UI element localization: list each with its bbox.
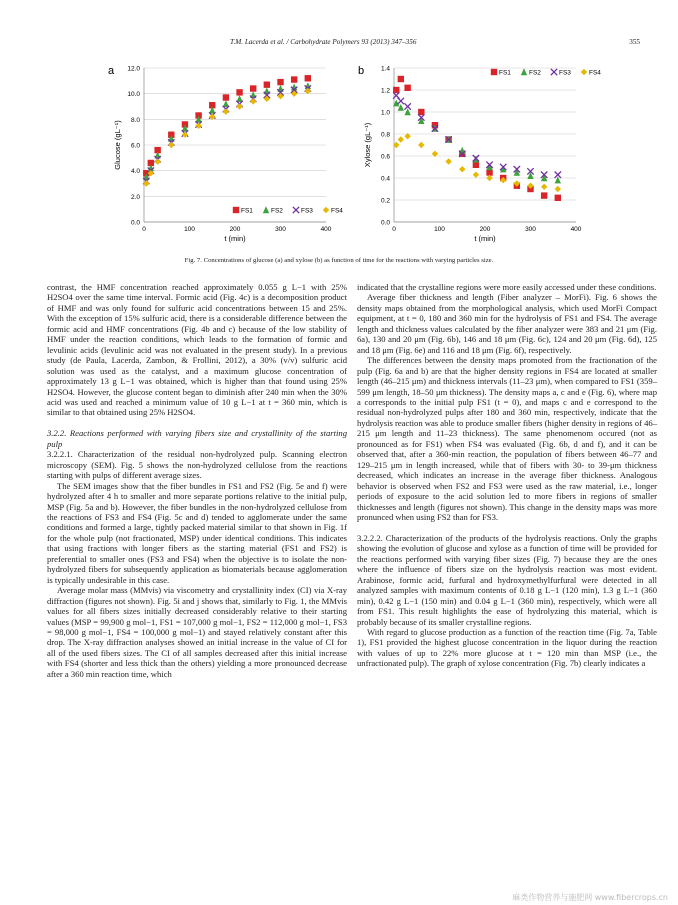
- data-point-fs1: [398, 76, 404, 82]
- y-tick-label: 2.0: [130, 193, 140, 201]
- paragraph: With regard to glucose production as a function of the reaction time (Fig. 7a, Table 1), FS1 provided the highest glucose concentration in the liquor during the reaction with values of up to 22% more glucose at t = 120 min than MSP (i.e., the unfractionated pulp). The graph of xylose concentration (Fig. 7b) clearly indicates a: [357, 627, 657, 669]
- data-point-fs4: [223, 108, 229, 114]
- y-tick-label: 0.4: [380, 175, 390, 183]
- data-point-fs4: [250, 98, 256, 104]
- paragraph: The differences between the density maps promoted from the fractionation of the pulp (Fig. 6a and b) are that the higher density regions in FS4 are located at smaller length (46–215 μm) and thickness intervals (11–23 μm), when compared to FS1 (359–599 μm length, 18–50 μm thickness). The density maps a, c and e (Fig. 6), where map a corresponds to the initial pulp FS1 (t = 0), and maps c and e correspond to the residual non-hydrolyzed pulps after 180 and 360 min, respectively, indicate that the hydrolysis reaction was able to produce smaller fibers (higher density in regions of 46–215 μm length and 11–23 thickness). The same phenomenom occured (not as pronounced as for FS1) when FS4 was evaluated (Fig. 6b, d and f), and it can be observed that, after a 360-min reaction, the population of fibers between 46–77 and 129–215 μm in length increased, while that of fibers with 30- to 39-μm thickness decreased, which indicates an increase in the average fiber thickness. Analogous behavior is observed when FS2 and FS3 were used as the raw material, i.e., longer periods of exposure to the acid solution led to more fibers in regions of smaller thicknesses and length (figures not shown). This change in the density maps was more pronunced when using FS2 than for FS3.: [357, 355, 657, 522]
- data-point-fs4: [154, 158, 160, 164]
- paragraph-gap: [357, 522, 657, 533]
- legend-marker-fs3: [551, 69, 557, 75]
- x-tick-label: 200: [479, 226, 491, 233]
- data-point-fs1: [418, 109, 424, 115]
- journal-citation: T.M. Lacerda et al. / Carbohydrate Polymers 93 (2013) 347–356: [230, 38, 417, 46]
- x-axis-label: t (min): [474, 234, 496, 243]
- legend-label: FS3: [301, 207, 313, 215]
- y-tick-label: 0.6: [380, 153, 390, 161]
- legend-label: FS1: [499, 69, 511, 77]
- x-tick-label: 400: [320, 226, 332, 233]
- y-axis-label: Glucose (gL⁻¹): [113, 120, 122, 170]
- data-point-fs4: [236, 103, 242, 109]
- paragraph: 3.2.2.2. Characterization of the products of the hydrolysis reactions. Only the graphs showing the evolution of glucose and xylose as a function of time will be provided for the reactions performed with varying fiber sizes (Fig. 7) because they are the ones where the influence of fibers size on the hydrolysis reaction was most evident. Arabinose, formic acid, furfural and hydroxymethylfurfural were detected in all analyzed samples with maximum contents of 0.18 g L−1 (120 min), 1.3 g L−1 (360 min), 0.42 g L−1 (150 min) and 0.04 g L−1 (360 min), respectively, which were all from FS1. This result highlights the ease of hydrolyzing this material, which is probably because of its smaller crystalline regions.: [357, 532, 657, 627]
- panel-letter: b: [358, 65, 365, 77]
- data-point-fs1: [250, 85, 256, 91]
- data-point-fs2: [459, 147, 465, 154]
- data-point-fs1: [541, 192, 547, 198]
- section-heading: 3.2.2. Reactions performed with varying fibers size and crystallinity of the starting pulp: [47, 428, 347, 449]
- legend-label: FS2: [271, 207, 283, 215]
- paragraph: contrast, the HMF concentration reached approximately 0.055 g L−1 with 25% H2SO4 over the same time interval. Formic acid (Fig. 4c) is a decomposition product of HMF and was only found for sulfuric acid concentrations between 15 and 25%. With the exception of 15% sulfuric acid, there is a considerable difference between the formic acid and HMF concentrations (Fig. 4b and c) because of the low stability of HMF under the reaction conditions, which leads to the formation of formic and levulinic acids (levulinic acid was not evaluated in the present study). In a previous study (de Paula, Lacerda, Zambon, & Frollini, 2012), a 30% (v/v) sulfuric acid solution was used as the catalyst, and a maximum glucose concentration of approximately 13 g L−1 was obtained, which is higher than that found using 25% H2SO4. However, the glucose content began to diminish after 240 min when the 30% acid was used and reached a minimum value of 10 g L−1 at t = 360 min, which is similar to that obtained using 25% H2SO4.: [47, 282, 347, 418]
- y-tick-label: 0.0: [380, 219, 390, 227]
- figure-7-charts: [100, 60, 601, 250]
- left-column: [47, 282, 347, 679]
- data-point-fs4: [541, 184, 547, 190]
- data-point-fs4: [182, 132, 188, 138]
- y-tick-label: 10.0: [127, 91, 140, 99]
- x-tick-label: 300: [525, 226, 536, 233]
- y-tick-label: 0.8: [380, 131, 390, 139]
- x-axis-label: t (min): [224, 234, 246, 243]
- chart-panel-b: [358, 65, 601, 243]
- legend-label: FS2: [529, 69, 541, 77]
- x-tick-label: 0: [392, 226, 396, 233]
- data-point-fs4: [418, 142, 424, 148]
- y-tick-label: 1.2: [380, 87, 390, 95]
- data-point-fs1: [404, 85, 410, 91]
- data-point-fs4: [555, 186, 561, 192]
- legend-label: FS4: [589, 69, 601, 77]
- y-tick-label: 1.4: [380, 65, 390, 73]
- legend-marker-fs2: [263, 206, 269, 213]
- paragraph: The SEM images show that the fiber bundles in FS1 and FS2 (Fig. 5e and f) were hydrolyzed after 4 h to smaller and more separate portions relative to the initial pulp, MSP (Fig. 5a and b). However, the fiber bundles in the non-hydrolyzed cellulose from the reactions of FS3 and FS4 (Fig. 5c and d) tended to agglomerate under the same conditions and formed a large, tightly packed material similar to that shown in Fig. 1f for the whole pulp (not fractionated, MSP) under identical conditions. This indicates that using fractions with longer fibers as the starting material (FS1 and FS2) is preferential to smaller ones (FS3 and FS4) when the objective is to isolate the non-hydrolyzed fibers for subsequently application as biomaterials because agglomeration is typically undesirable in this case.: [47, 480, 347, 585]
- data-point-fs4: [486, 175, 492, 181]
- y-tick-label: 1.0: [380, 109, 390, 117]
- data-point-fs1: [291, 76, 297, 82]
- page-number: 355: [629, 38, 640, 46]
- legend-marker-fs1: [491, 69, 497, 75]
- paragraph: Average molar mass (MMvis) via viscometry and crystallinity index (CI) via X-ray diffraction (figures not shown). Fig. 5i and j shows that, similarly to Fig. 1, the MMvis values for all fibers sizes initially decreased considerably relative to their starting values (MSP = 99,900 g mol−1, FS1 = 107,000 g mol−1, FS2 = 112,000 g mol−1, FS3 = 98,000 g mol−1, FS4 = 100,000 g mol−1) and stayed relatively constant after this drop. The X-ray diffraction analyses showed an initial increase in the value of CI for all of the used fibers sizes. The CI of all samples decreased after this initial increase with FS4 (shorter and less thick than the others) yielding a more pronounced decrease after a 360 min reaction time, which: [47, 585, 347, 679]
- panel-letter: a: [108, 65, 115, 77]
- data-point-fs1: [393, 87, 399, 93]
- x-tick-label: 300: [275, 226, 286, 233]
- legend-marker-fs3: [293, 207, 299, 213]
- x-tick-label: 0: [142, 226, 146, 233]
- data-point-fs1: [277, 79, 283, 85]
- y-tick-label: 4.0: [130, 168, 140, 176]
- x-tick-label: 100: [434, 226, 445, 233]
- running-header: [0, 38, 678, 52]
- figure-caption: Fig. 7. Concentrations of glucose (a) and xylose (b) as function of time for the reactions with varying particles size.: [184, 257, 494, 264]
- data-point-fs1: [486, 169, 492, 175]
- data-point-fs4: [473, 172, 479, 178]
- watermark: 麻类作物营养与施肥网 www.fibercrops.cn: [512, 893, 668, 902]
- x-tick-label: 400: [570, 226, 582, 233]
- legend-label: FS3: [559, 69, 571, 77]
- y-tick-label: 0.2: [380, 197, 390, 205]
- paragraph: indicated that the crystalline regions were more easily accessed under these conditions.: [357, 282, 657, 292]
- legend-marker-fs2: [521, 68, 527, 75]
- data-point-fs4: [209, 114, 215, 120]
- legend-label: FS4: [331, 207, 343, 215]
- legend-marker-fs4: [323, 207, 329, 213]
- chart-panel-a: [108, 65, 343, 243]
- legend-marker-fs4: [581, 69, 587, 75]
- legend-label: FS1: [241, 207, 253, 215]
- data-point-fs1: [236, 89, 242, 95]
- y-tick-label: 6.0: [130, 142, 140, 150]
- y-tick-label: 12.0: [127, 65, 140, 73]
- data-point-fs4: [195, 123, 201, 129]
- data-point-fs4: [168, 142, 174, 148]
- data-point-fs1: [555, 195, 561, 201]
- data-point-fs1: [264, 81, 270, 87]
- data-point-fs1: [473, 162, 479, 168]
- y-axis-label: Xylose (gL⁻¹): [363, 122, 372, 168]
- legend-marker-fs1: [233, 207, 239, 213]
- x-tick-label: 100: [184, 226, 195, 233]
- x-tick-label: 200: [229, 226, 241, 233]
- y-tick-label: 0.0: [130, 219, 140, 227]
- figure-7: [100, 60, 601, 250]
- right-column: [357, 282, 657, 669]
- data-point-fs4: [459, 166, 465, 172]
- paragraph: Average fiber thickness and length (Fiber analyzer – MorFi). Fig. 6 shows the density maps obtained from the morphological analysis, which used MorFi Compact equipment, at t = 0, 180 and 360 min for the hydrolysis of FS1 and FS4. The average length and thickness values calculated by the fiber analyzer were 383 and 21 μm (Fig. 6a), 130 and 20 μm (Fig. 6b), 146 and 18 μm (Fig. 6c), 124 and 20 μm (Fig. 6d), 125 and 18 μm (Fig. 6e) and 116 and 18 μm (Fig. 6f), respectively.: [357, 292, 657, 355]
- data-point-fs4: [445, 158, 451, 164]
- y-tick-label: 8.0: [130, 116, 140, 124]
- data-point-fs1: [223, 94, 229, 100]
- paragraph-gap: [47, 418, 347, 429]
- data-point-fs3: [398, 98, 404, 104]
- data-point-fs1: [305, 75, 311, 81]
- data-point-fs4: [398, 136, 404, 142]
- paragraph: 3.2.2.1. Characterization of the residual non-hydrolyzed pulp. Scanning electron microscopy (SEM). Fig. 5 shows the non-hydrolyzed cellulose from the reactions starting with pulps of different average sizes.: [47, 449, 347, 481]
